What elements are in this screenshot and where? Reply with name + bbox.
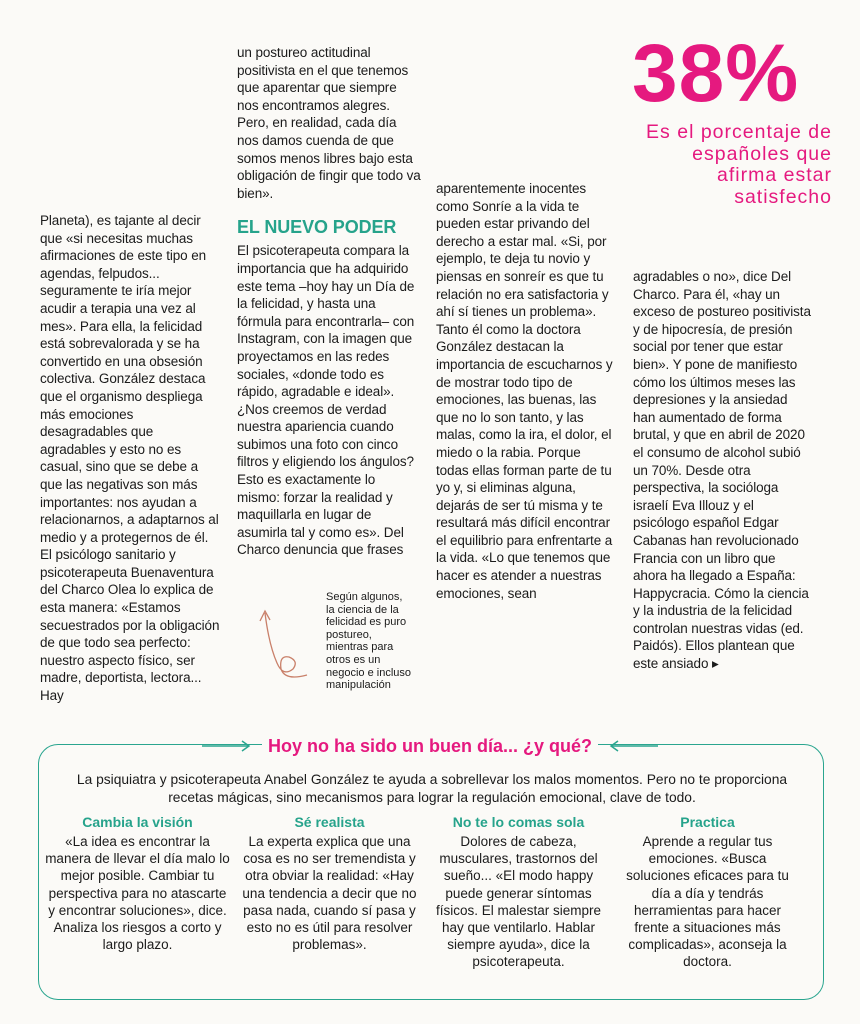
article-column-1 bbox=[40, 212, 222, 705]
tip-card bbox=[615, 814, 800, 971]
tip-title: No te lo comas sola bbox=[452, 814, 585, 830]
tip-text: La experta explica que una cosa es no ser tremendista y otra obviar la realidad: «Hay una tendencia a decir que no pasa nada, cuando sí pasa y esto no es útil para resolver problemas». bbox=[242, 834, 417, 953]
pull-quote: Según algunos, la ciencia de la felicidad es puro postureo, mientras para otros es un negocio e incluso manipulación bbox=[326, 591, 412, 692]
tip-text: «La idea es encontrar la manera de llevar el día malo lo mejor posible. Cambiar tu perspectiva para no atascarte y encontrar soluciones», dice. Analiza los riesgos a corto y largo plazo. bbox=[45, 834, 230, 953]
tips-box-title: Hoy no ha sido un buen día... ¿y qué? bbox=[262, 734, 598, 758]
tip-card bbox=[45, 814, 230, 953]
tip-title: Sé realista bbox=[294, 814, 365, 830]
tip-text: Aprende a regular tus emociones. «Busca soluciones eficaces para tu día a día y tendrás herramientas para hacer frente a situaciones más complicadas», aconseja la doctora. bbox=[626, 834, 789, 970]
tip-card bbox=[426, 814, 611, 971]
tip-title: Practica bbox=[680, 814, 735, 830]
column-3-text: aparentemente inocentes como Sonríe a la vida te pueden estar privando del derecho a estar mal. «Si, por ejemplo, te deja tu novio y piensas en sonreír es que tu relación no era satisfactoria y ahí sí tienes un problema». Tanto él como la doctora González destacan la importancia de escucharnos y de mostrar todo tipo de emociones, las buenas, las que no lo son tanto, y las malas, como la ira, el dolor, el miedo o la rabia. Porque todas ellas forman parte de tu yo y, si eliminas alguna, dejarás de ser tú misma y te resultará más difícil encontrar el equilibrio para enfrentarte a la vida. «Lo que tenemos que hacer es atender a nuestras emociones, sean bbox=[436, 181, 613, 601]
column-4-text: agradables o no», dice Del Charco. Para él, «hay un exceso de postureo positivista y de hipocresía, de presión social por tener que estar bien». Y pone de manifiesto cómo los últimos meses las depresiones y la ansiedad han aumentado de forma brutal, y que en abril de 2020 el consumo de alcohol subió un 70%. Desde otra perspectiva, la socióloga israelí Eva Illouz y el psicólogo español Edgar Cabanas han revolucionado Francia con un libro que ahora ha llegado a España: Happycracia. Cómo la ciencia y la industria de la felicidad controlan nuestras vidas (ed. Paidós). Ellos plantean que este ansiado ▸ bbox=[633, 269, 811, 672]
column-2-body-text: El psicoterapeuta compara la importancia que ha adquirido este tema –hoy hay un Día de la felicidad, y hasta una fórmula para encontrarla– con Instagram, con la imagen que proyectamos en las redes sociales, «donde todo es rápido, agradable e ideal». ¿Nos creemos de verdad nuestra apariencia cuando subimos una foto con cinco filtros y eligiendo los ángulos? Esto es exactamente lo mismo: forzar la realidad y maquillarla en lugar de asumirla tal y como es». Del Charco denuncia que frases bbox=[237, 243, 415, 558]
tips-box-intro: La psiquiatra y psicoterapeuta Anabel González te ayuda a sobrellevar los malos momentos. Pero no te proporciona recetas mágicas, sino mecanismos para lograr la regulación emocional, clave de todo. bbox=[76, 772, 788, 805]
article-column-2 bbox=[237, 44, 421, 559]
article-column-3 bbox=[436, 180, 616, 602]
stat-caption: Es el porcentaje de españoles que afirma estar satisfecho bbox=[646, 121, 832, 208]
stat-number: 38% bbox=[632, 28, 800, 119]
arrow-right-icon bbox=[202, 739, 252, 753]
article-column-4 bbox=[633, 268, 813, 673]
column-2-top-text: un postureo actitudinal positivista en el que tenemos que aparentar que siempre nos encontramos alegres. Pero, en realidad, cada día nos damos cuenda de que somos menos libres bajo esta obligación de fingir que todo va bien». bbox=[237, 45, 421, 201]
section-heading: EL NUEVO PODER bbox=[237, 217, 397, 238]
tips-box-header bbox=[181, 733, 679, 759]
tip-card bbox=[237, 814, 422, 953]
arrow-left-icon bbox=[608, 739, 658, 753]
tip-title: Cambia la visión bbox=[82, 814, 193, 830]
swirl-arrow-icon bbox=[255, 605, 315, 685]
column-1-text: Planeta), es tajante al decir que «si necesitas muchas afirmaciones de este tipo en agendas, felpudos... seguramente te iría mejor acudir a terapia una vez al mes». Para ella, la felicidad está sobrevalorada y se ha convertido en una obsesión colectiva. González destaca que el organismo despliega más emociones desagradables que agradables y esto no es casual, sino que se debe a que las negativas son más importantes: nos ayudan a relacionarnos, a adaptarnos al medio y a protegernos de él. El psicólogo sanitario y psicoterapeuta Buenaventura del Charco Olea lo explica de esta manera: «Estamos secuestrados por la obligación de que todo sea perfecto: nuestro aspecto físico, ser madre, deportista, lectora... Hay bbox=[40, 213, 220, 704]
tip-text: Dolores de cabeza, musculares, trastornos del sueño... «El modo happy puede generar síntomas físicos. El malestar siempre hay que ventilarlo. Hablar siempre ayuda», dice la psicoterapeuta. bbox=[435, 834, 602, 970]
